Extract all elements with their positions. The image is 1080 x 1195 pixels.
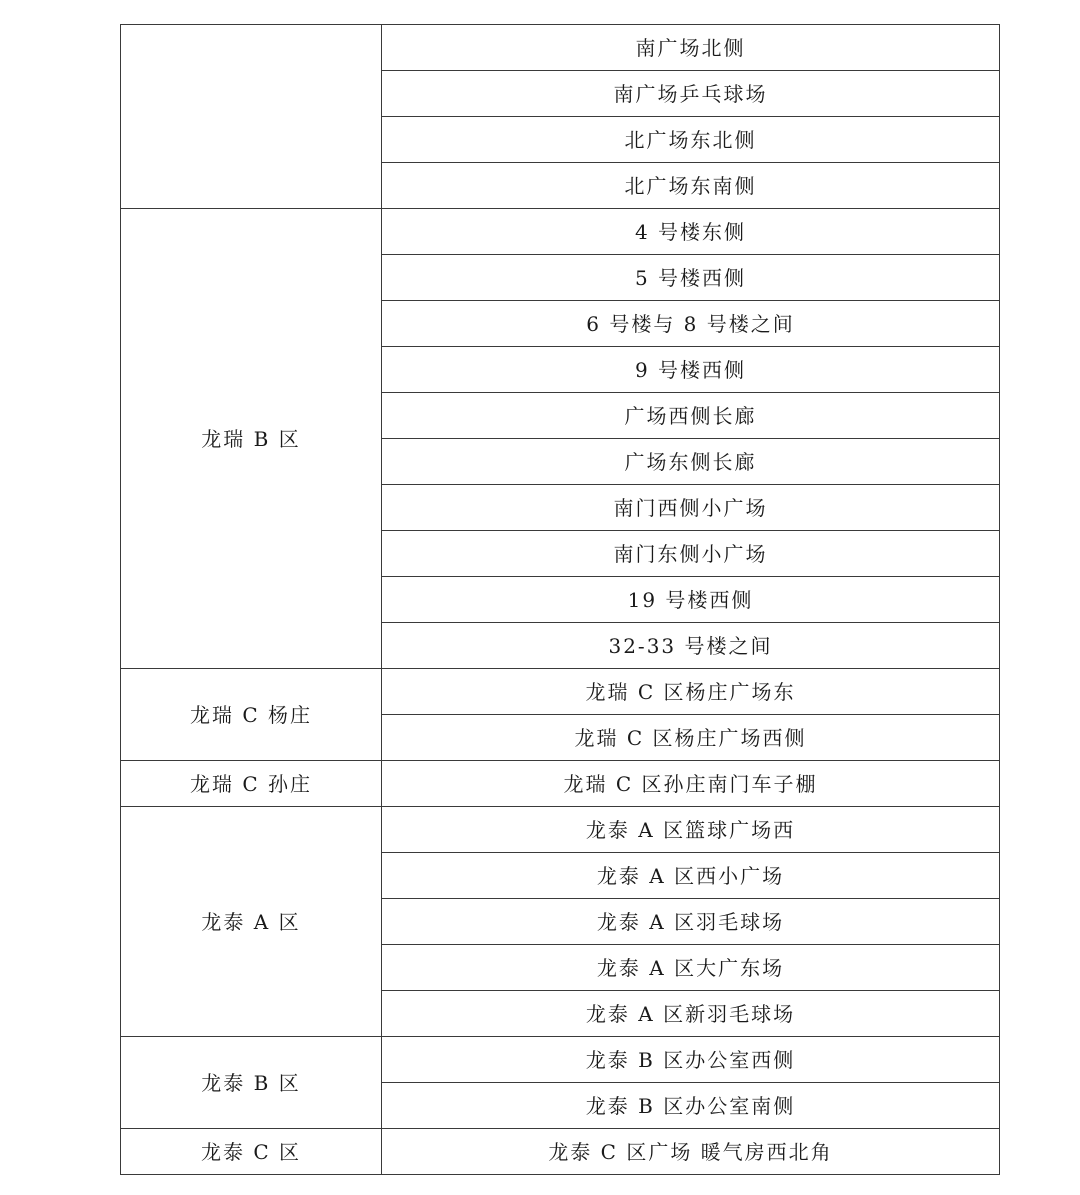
table-row xyxy=(121,1037,1000,1083)
site-cell: 5 号楼西侧 xyxy=(382,255,1000,301)
site-cell: 9 号楼西侧 xyxy=(382,347,1000,393)
site-cell: 龙泰 A 区西小广场 xyxy=(382,853,1000,899)
zone-cell: 龙瑞 C 孙庄 xyxy=(121,761,382,807)
site-cell: 龙瑞 C 区杨庄广场东 xyxy=(382,669,1000,715)
zone-cell: 龙泰 C 区 xyxy=(121,1129,382,1175)
zone-cell xyxy=(121,25,382,209)
site-cell: 龙泰 A 区羽毛球场 xyxy=(382,899,1000,945)
location-table xyxy=(120,24,1000,1175)
table-row xyxy=(121,25,1000,71)
zone-cell: 龙泰 B 区 xyxy=(121,1037,382,1129)
site-cell: 龙泰 B 区办公室西侧 xyxy=(382,1037,1000,1083)
zone-cell: 龙瑞 C 杨庄 xyxy=(121,669,382,761)
site-cell: 南门东侧小广场 xyxy=(382,531,1000,577)
zone-cell: 龙瑞 B 区 xyxy=(121,209,382,669)
site-cell: 4 号楼东侧 xyxy=(382,209,1000,255)
site-cell: 南门西侧小广场 xyxy=(382,485,1000,531)
site-cell: 南广场乒乓球场 xyxy=(382,71,1000,117)
site-cell: 龙泰 A 区新羽毛球场 xyxy=(382,991,1000,1037)
table-row xyxy=(121,807,1000,853)
zone-cell: 龙泰 A 区 xyxy=(121,807,382,1037)
table-row xyxy=(121,761,1000,807)
site-cell: 北广场东南侧 xyxy=(382,163,1000,209)
site-cell: 广场西侧长廊 xyxy=(382,393,1000,439)
site-cell: 龙泰 C 区广场 暖气房西北角 xyxy=(382,1129,1000,1175)
site-cell: 北广场东北侧 xyxy=(382,117,1000,163)
site-cell: 32-33 号楼之间 xyxy=(382,623,1000,669)
table-body xyxy=(121,25,1000,1175)
site-cell: 龙瑞 C 区杨庄广场西侧 xyxy=(382,715,1000,761)
site-cell: 龙泰 A 区大广东场 xyxy=(382,945,1000,991)
site-cell: 广场东侧长廊 xyxy=(382,439,1000,485)
site-cell: 龙瑞 C 区孙庄南门车子棚 xyxy=(382,761,1000,807)
site-cell: 19 号楼西侧 xyxy=(382,577,1000,623)
site-cell: 6 号楼与 8 号楼之间 xyxy=(382,301,1000,347)
table-row xyxy=(121,1129,1000,1175)
site-cell: 龙泰 B 区办公室南侧 xyxy=(382,1083,1000,1129)
site-cell: 南广场北侧 xyxy=(382,25,1000,71)
table-row xyxy=(121,209,1000,255)
site-cell: 龙泰 A 区篮球广场西 xyxy=(382,807,1000,853)
table-row xyxy=(121,669,1000,715)
document-page xyxy=(120,24,999,1175)
